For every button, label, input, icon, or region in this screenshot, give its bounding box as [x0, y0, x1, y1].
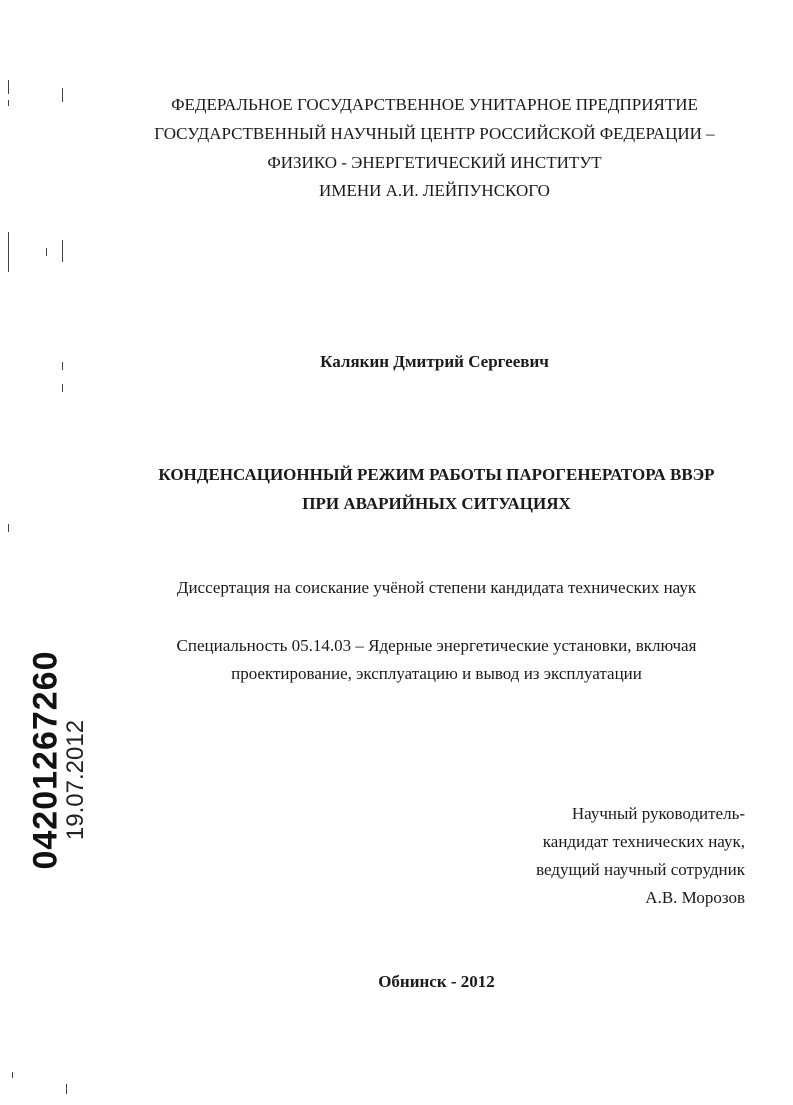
scan-mark — [8, 232, 9, 272]
organization-line-4: ИМЕНИ А.И. ЛЕЙПУНСКОГО — [319, 181, 550, 200]
place-year: Обнинск - 2012 — [378, 972, 495, 991]
thesis-title-line-1: КОНДЕНСАЦИОННЫЙ РЕЖИМ РАБОТЫ ПАРОГЕНЕРАТОРА ВВЭР — [158, 465, 715, 484]
advisor-line-1: Научный руководитель- — [571, 804, 745, 823]
scan-mark — [8, 524, 9, 532]
scan-mark — [62, 384, 63, 392]
scan-mark — [8, 80, 9, 94]
organization-line-1: ФЕДЕРАЛЬНОЕ ГОСУДАРСТВЕННОЕ УНИТАРНОЕ ПРЕДПРИЯТИЕ — [171, 95, 698, 114]
advisor-line-4: А.В. Морозов — [645, 888, 745, 907]
organization-line-2: ГОСУДАРСТВЕННЫЙ НАУЧНЫЙ ЦЕНТР РОССИЙСКОЙ ФЕДЕРАЦИИ – — [154, 124, 715, 143]
library-stamp-number: 04201267260 — [26, 650, 65, 870]
scan-mark — [46, 248, 47, 256]
specialty-line-2: проектирование, эксплуатацию и вывод из эксплуатации — [231, 664, 642, 683]
specialty-line-1: Специальность 05.14.03 – Ядерные энергетические установки, включая — [176, 636, 697, 655]
author-name: Калякин Дмитрий Сергеевич — [320, 352, 549, 371]
thesis-title-line-2: ПРИ АВАРИЙНЫХ СИТУАЦИЯХ — [302, 494, 571, 513]
library-stamp-date: 19.07.2012 — [62, 719, 89, 841]
advisor-line-2: кандидат технических наук, — [542, 832, 745, 851]
scan-mark — [62, 240, 63, 262]
organization-line-3: ФИЗИКО - ЭНЕРГЕТИЧЕСКИЙ ИНСТИТУТ — [267, 153, 602, 172]
scan-mark — [8, 100, 9, 106]
scan-mark — [66, 1084, 67, 1094]
scan-mark — [12, 1072, 13, 1078]
advisor-line-3: ведущий научный сотрудник — [536, 860, 745, 879]
degree-statement: Диссертация на соискание учёной степени кандидата технических наук — [176, 578, 697, 597]
